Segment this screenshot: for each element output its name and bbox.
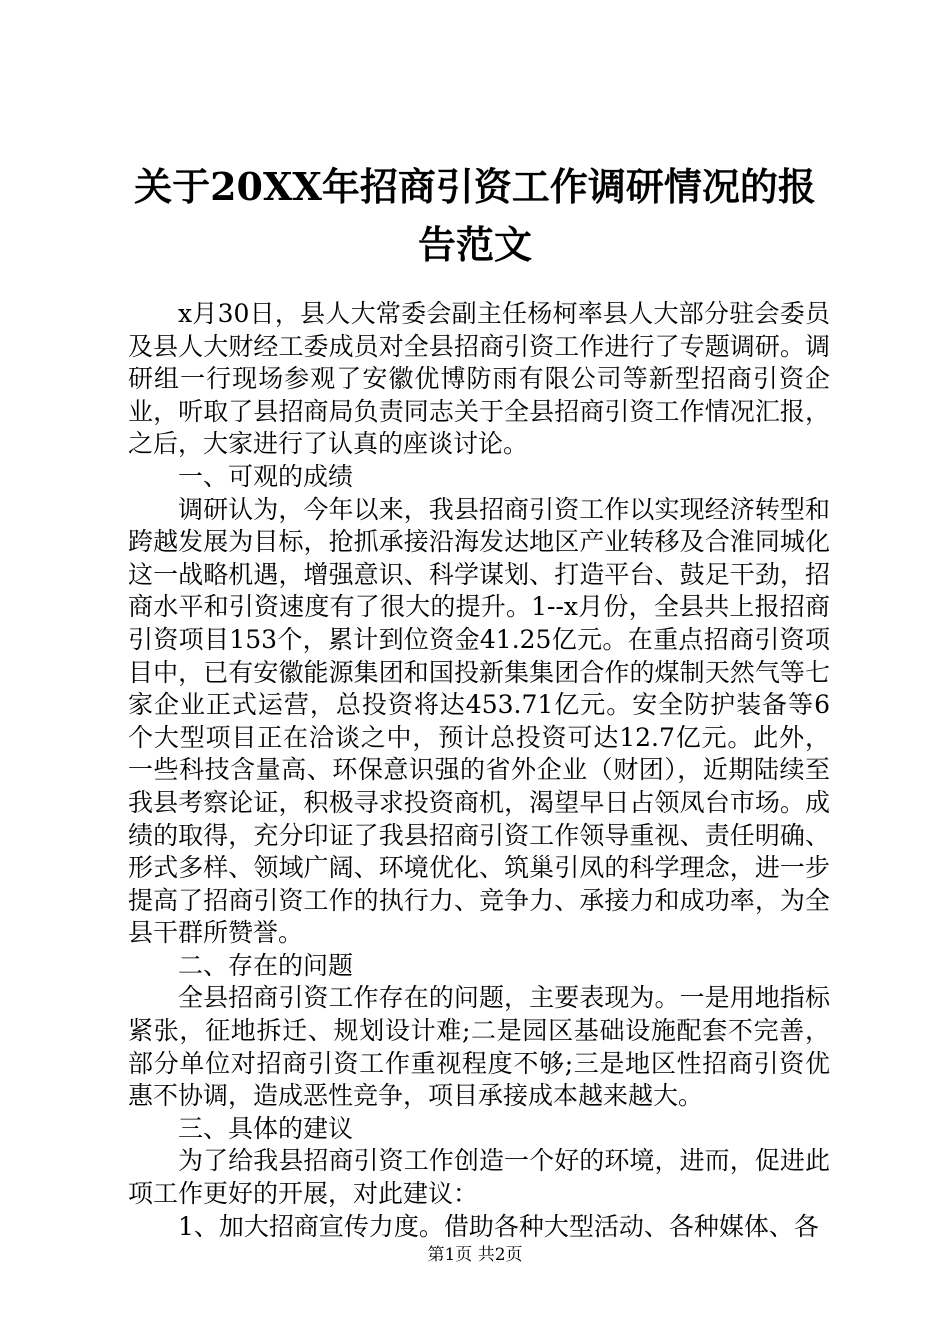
- page-footer: 第1页 共2页: [427, 1245, 523, 1265]
- achievements-paragraph: 调研认为，今年以来，我县招商引资工作以实现经济转型和跨越发展为目标，抢抓承接沿海发达地区产业转移及合淮同城化这一战略机遇，增强意识、科学谋划、打造平台、鼓足干劲，招商水平和引资速度有了很大的提升。1--x月份，全县共上报招商引资项目153个，累计到位资金41.25亿元。在重点招商引资项目中，已有安徽能源集团和国投新集集团合作的煤制天然气等七家企业正式运营，总投资将达453.71亿元。安全防护装备等6个大型项目正在洽谈之中，预计总投资可达12.7亿元。此外，一些科技含量高、环保意识强的省外企业（财团），近期陆续至我县考察论证，积极寻求投资商机，渴望早日占领凤台市场。成绩的取得，充分印证了我县招商引资工作领导重视、责任明确、形式多样、领域广阔、环境优化、筑巢引凤的科学理念，进一步提高了招商引资工作的执行力、竞争力、承接力和成功率，为全县干群所赞誉。: [128, 494, 830, 948]
- intro-paragraph: x月30日，县人大常委会副主任杨柯率县人大部分驻会委员及县人大财经工委成员对全县招商引资工作进行了专题调研。调研组一行现场参观了安徽优博防雨有限公司等新型招商引资企业，听取了县招商局负责同志关于全县招商引资工作情况汇报，之后，大家进行了认真的座谈讨论。: [128, 299, 830, 459]
- section-heading-suggestions: 三、具体的建议: [178, 1113, 354, 1143]
- document-title: 关于20XX年招商引资工作调研情况的报告范文: [134, 164, 816, 267]
- suggestions-intro-paragraph: 为了给我县招商引资工作创造一个好的环境，进而，促进此项工作更好的开展，对此建议：: [128, 1146, 830, 1209]
- section-heading-problems: 二、存在的问题: [178, 950, 354, 980]
- problems-paragraph: 全县招商引资工作存在的问题，主要表现为。一是用地指标紧张，征地拆迁、规划设计难;二是园区基础设施配套不完善，部分单位对招商引资工作重视程度不够;三是地区性招商引资优惠不协调，造成恶性竞争，项目承接成本越来越大。: [128, 983, 830, 1111]
- document-body: [128, 298, 830, 1243]
- suggestion-item-1: 1、加大招商宣传力度。借助各种大型活动、各种媒体、各: [178, 1211, 819, 1241]
- section-heading-achievements: 一、可观的成绩: [178, 461, 354, 491]
